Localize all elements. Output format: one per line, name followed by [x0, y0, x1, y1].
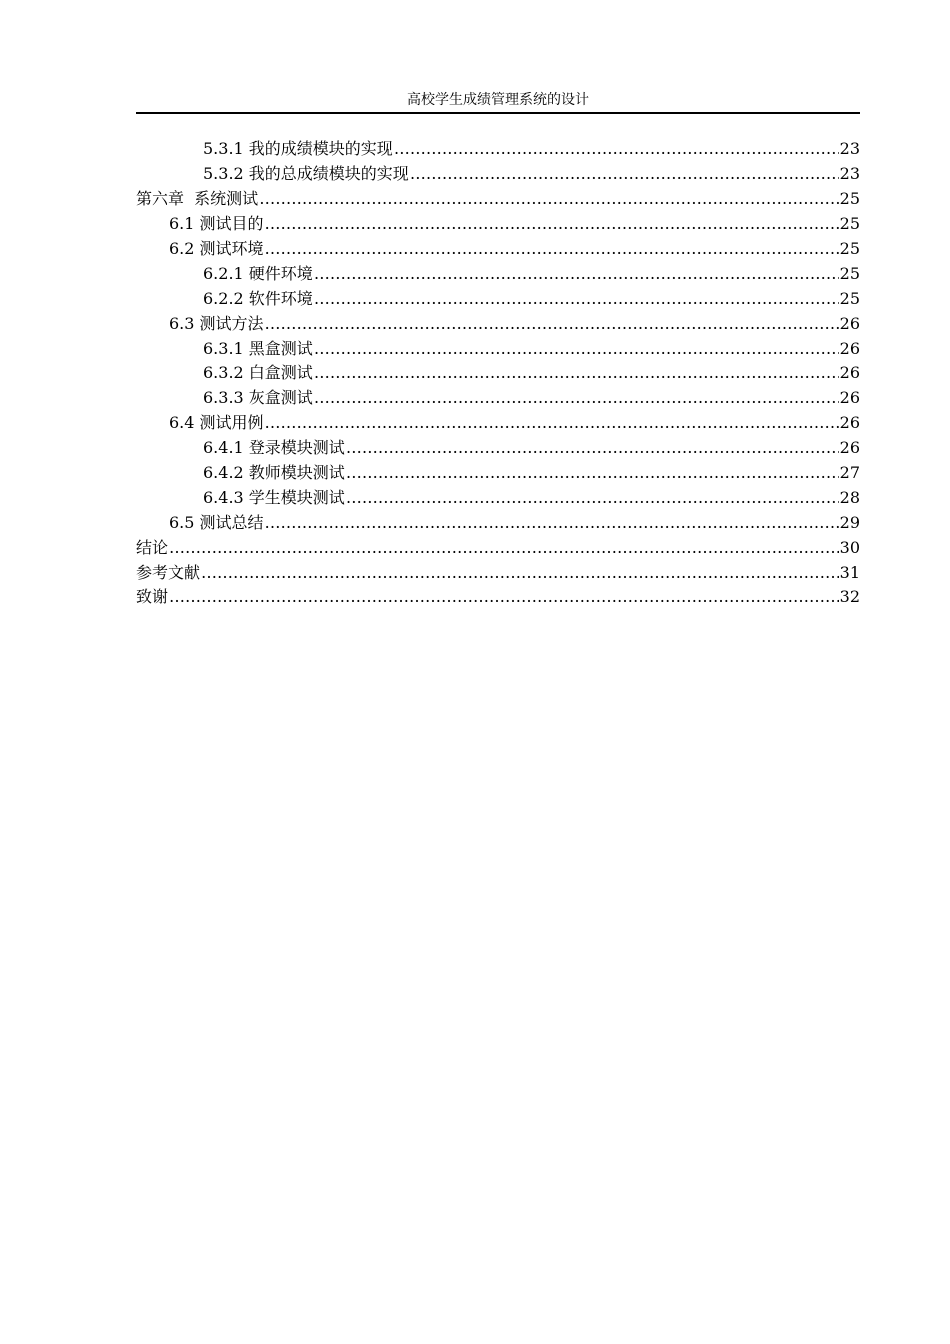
- toc-dot-leader: [265, 237, 839, 261]
- toc-entry-label: 6.3 测试方法: [169, 313, 264, 333]
- toc-entry[interactable]: [136, 162, 860, 187]
- toc-entry-label: 第六章 系统测试: [136, 189, 259, 209]
- toc-entry[interactable]: [136, 535, 860, 560]
- toc-entry-label: 参考文献: [136, 562, 201, 582]
- toc-entry-page: 26: [839, 338, 860, 358]
- toc-entry[interactable]: [136, 187, 860, 212]
- toc-entry[interactable]: [136, 336, 860, 361]
- toc-dot-leader: [201, 561, 839, 585]
- toc-entry-label: 6.4 测试用例: [169, 413, 264, 433]
- toc-entry-page: 29: [839, 512, 860, 532]
- toc-entry-page: 32: [839, 587, 860, 607]
- toc-entry-page: 26: [839, 363, 860, 383]
- toc-entry-label: 5.3.2 我的总成绩模块的实现: [203, 164, 409, 184]
- toc-dot-leader: [314, 262, 839, 286]
- toc-entry-page: 26: [839, 313, 860, 333]
- table-of-contents: [136, 137, 860, 610]
- toc-dot-leader: [394, 137, 839, 161]
- toc-entry-label: 6.4.2 教师模块测试: [203, 463, 345, 483]
- toc-entry[interactable]: [136, 137, 860, 162]
- toc-entry[interactable]: [136, 585, 860, 610]
- page-header: [136, 90, 860, 114]
- toc-dot-leader: [265, 411, 839, 435]
- toc-entry[interactable]: [136, 286, 860, 311]
- toc-dot-leader: [314, 287, 839, 311]
- toc-entry[interactable]: [136, 461, 860, 486]
- toc-entry-page: 27: [839, 463, 860, 483]
- toc-dot-leader: [346, 436, 839, 460]
- toc-entry-page: 23: [839, 139, 860, 159]
- toc-entry[interactable]: [136, 436, 860, 461]
- toc-entry-label: 6.2.2 软件环境: [203, 288, 313, 308]
- toc-entry-page: 25: [839, 288, 860, 308]
- toc-entry[interactable]: [136, 261, 860, 286]
- toc-entry-label: 6.1 测试目的: [169, 214, 264, 234]
- toc-entry-label: 6.3.1 黑盒测试: [203, 338, 313, 358]
- toc-dot-leader: [265, 511, 839, 535]
- toc-entry-page: 30: [839, 537, 860, 557]
- toc-entry-label: 6.3.3 灰盒测试: [203, 388, 313, 408]
- toc-entry-label: 6.2.1 硬件环境: [203, 263, 313, 283]
- toc-entry-label: 结论: [136, 537, 169, 557]
- toc-entry-page: 26: [839, 413, 860, 433]
- toc-entry[interactable]: [136, 560, 860, 585]
- toc-entry-page: 23: [839, 164, 860, 184]
- toc-dot-leader: [265, 312, 839, 336]
- toc-entry-page: 28: [839, 487, 860, 507]
- toc-entry-page: 25: [839, 263, 860, 283]
- toc-dot-leader: [259, 187, 838, 211]
- toc-entry-label: 5.3.1 我的成绩模块的实现: [203, 139, 393, 159]
- toc-dot-leader: [410, 162, 839, 186]
- document-title: 高校学生成绩管理系统的设计: [407, 92, 589, 108]
- toc-entry-label: 6.4.1 登录模块测试: [203, 438, 345, 458]
- toc-entry[interactable]: [136, 311, 860, 336]
- toc-dot-leader: [314, 386, 839, 410]
- toc-entry[interactable]: [136, 510, 860, 535]
- toc-entry[interactable]: [136, 212, 860, 237]
- toc-entry-page: 25: [839, 239, 860, 258]
- toc-dot-leader: [346, 486, 839, 510]
- toc-dot-leader: [265, 212, 839, 236]
- toc-dot-leader: [346, 461, 839, 485]
- toc-entry-label: 致谢: [136, 587, 169, 607]
- toc-dot-leader: [314, 361, 839, 385]
- toc-dot-leader: [169, 536, 839, 560]
- toc-entry-page: 26: [839, 388, 860, 408]
- toc-entry[interactable]: [136, 485, 860, 510]
- toc-entry-label: 6.3.2 白盒测试: [203, 363, 313, 383]
- toc-dot-leader: [169, 585, 839, 609]
- toc-entry-page: 31: [839, 562, 860, 582]
- toc-entry-label: 6.5 测试总结: [169, 512, 264, 532]
- toc-dot-leader: [314, 337, 839, 361]
- toc-entry[interactable]: [136, 237, 860, 262]
- toc-entry[interactable]: [136, 386, 860, 411]
- toc-entry[interactable]: [136, 411, 860, 436]
- toc-entry[interactable]: [136, 361, 860, 386]
- toc-entry-page: 25: [839, 189, 860, 209]
- toc-entry-page: 26: [839, 438, 860, 458]
- toc-entry-label: 6.2 测试环境: [169, 239, 264, 258]
- toc-entry-label: 6.4.3 学生模块测试: [203, 487, 345, 507]
- toc-entry-page: 25: [839, 214, 860, 234]
